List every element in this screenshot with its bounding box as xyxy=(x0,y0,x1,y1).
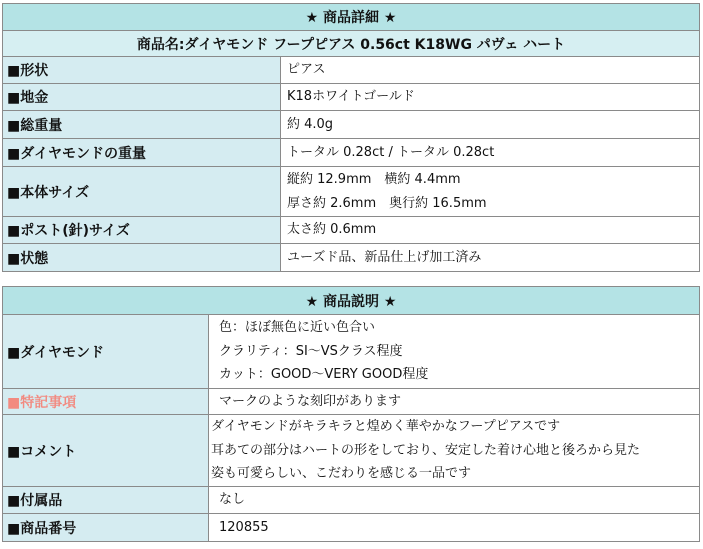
description-table-header: ★ 商品説明 ★ xyxy=(3,287,700,315)
spec-value-metal: K18ホワイトゴールド xyxy=(281,84,700,111)
spec-label-condition: ■状態 xyxy=(3,244,281,272)
spec-value-total-weight: 約 4.0g xyxy=(281,111,700,139)
spec-label-body-size: ■本体サイズ xyxy=(3,167,281,217)
product-description-table xyxy=(2,286,700,542)
spec-value-diamond-weight: トータル 0.28ct / トータル 0.28ct xyxy=(281,139,700,167)
spec-value-body-size: 縦約 12.9mm 横約 4.4mm 厚さ約 2.6mm 奥行約 16.5mm xyxy=(281,167,700,217)
desc-label-accessories: ■付属品 xyxy=(3,487,209,514)
desc-value-diamond: 色：ほぼ無色に近い色合い クラリティ：SI～VSクラス程度 カット：GOOD～VERY GOOD程度 xyxy=(209,315,700,389)
spec-table-header: ★ 商品詳細 ★ xyxy=(3,4,700,31)
desc-label-product-number: ■商品番号 xyxy=(3,514,209,542)
desc-label-special-notes: ■特記事項 xyxy=(3,389,209,415)
product-name: 商品名:ダイヤモンド フープピアス 0.56ct K18WG パヴェ ハート xyxy=(3,31,700,57)
spec-value-condition: ユーズド品、新品仕上げ加工済み xyxy=(281,244,700,272)
desc-value-product-number: 120855 xyxy=(209,514,700,542)
product-spec-table xyxy=(2,3,700,272)
spec-label-total-weight: ■総重量 xyxy=(3,111,281,139)
spec-label-shape: ■形状 xyxy=(3,57,281,84)
spec-label-post-size: ■ポスト(針)サイズ xyxy=(3,217,281,244)
desc-value-special-notes: マークのような刻印があります xyxy=(209,389,700,415)
desc-value-accessories: なし xyxy=(209,487,700,514)
spec-value-shape: ピアス xyxy=(281,57,700,84)
desc-label-diamond: ■ダイヤモンド xyxy=(3,315,209,389)
spec-label-diamond-weight: ■ダイヤモンドの重量 xyxy=(3,139,281,167)
spec-value-post-size: 太さ約 0.6mm xyxy=(281,217,700,244)
desc-value-comment: ダイヤモンドがキラキラと煌めく華やかなフープピアスです 耳あての部分はハートの形をしており、安定した着け心地と後ろから見た 姿も可愛らしい、こだわりを感じる一品です xyxy=(209,415,700,487)
desc-label-comment: ■コメント xyxy=(3,415,209,487)
spec-label-metal: ■地金 xyxy=(3,84,281,111)
